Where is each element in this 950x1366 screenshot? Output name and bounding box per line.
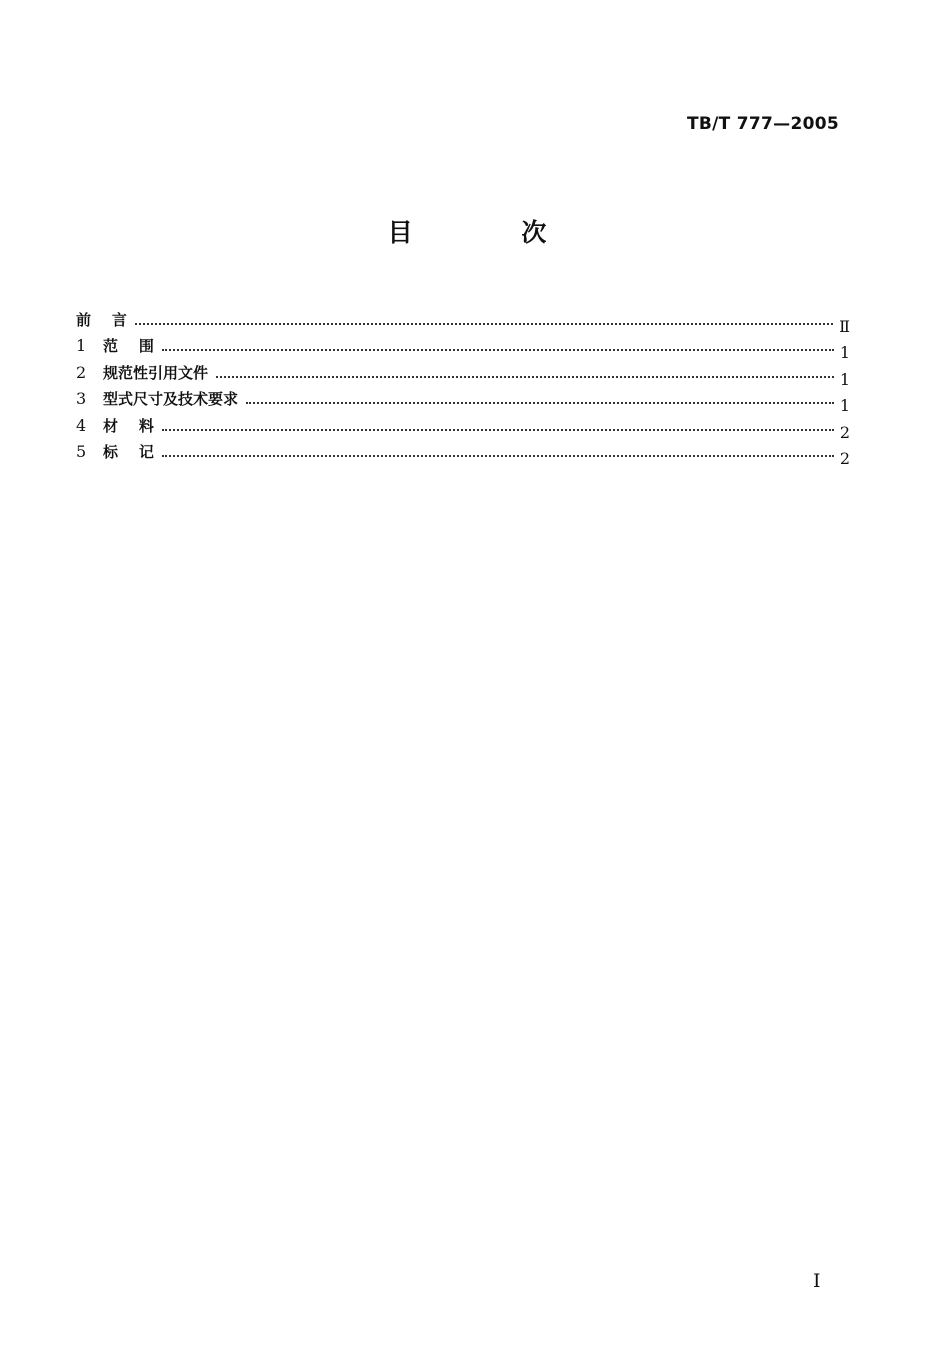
toc-leader-dots (216, 376, 834, 378)
toc-entry-marking[interactable] (76, 436, 850, 468)
toc-entry-normative-references[interactable] (76, 356, 850, 389)
toc-entry-number: 2 (76, 362, 87, 382)
toc-leader-dots (246, 402, 834, 404)
toc-entry-number: 1 (76, 336, 87, 355)
standard-number: TB/T 777—2005 (687, 114, 839, 134)
toc-leader-dots (162, 429, 834, 431)
toc-entry-label: 型式尺寸及技术要求 (103, 390, 239, 408)
toc-entry-label: 标 记 (103, 443, 154, 461)
toc-entry-page: Ⅱ (839, 316, 850, 336)
toc-entry-label: 材 料 (103, 416, 154, 435)
toc-entry-number: 5 (76, 442, 87, 461)
toc-entry-label: 范 围 (103, 337, 154, 355)
table-of-contents (76, 303, 850, 468)
toc-entry-type-dimensions[interactable] (76, 383, 850, 415)
page-title: 目 次 (387, 218, 597, 247)
toc-entry-materials[interactable] (76, 409, 850, 442)
toc-entry-foreword[interactable] (76, 303, 850, 336)
toc-entry-page: 1 (839, 396, 850, 415)
toc-entry-number: 3 (76, 389, 87, 408)
toc-entry-label: 前 言 (76, 310, 127, 329)
toc-leader-dots (162, 455, 834, 457)
toc-entry-page: 2 (839, 449, 850, 468)
toc-entry-page: 1 (839, 369, 850, 389)
toc-entry-number: 4 (76, 415, 87, 435)
page-number: Ⅰ (813, 1270, 821, 1292)
toc-entry-page: 2 (839, 422, 850, 442)
toc-leader-dots (135, 323, 833, 325)
toc-entry-label: 规范性引用文件 (103, 363, 209, 382)
toc-leader-dots (162, 349, 834, 351)
toc-entry-page: 1 (839, 343, 850, 362)
toc-entry-scope[interactable] (76, 330, 850, 362)
